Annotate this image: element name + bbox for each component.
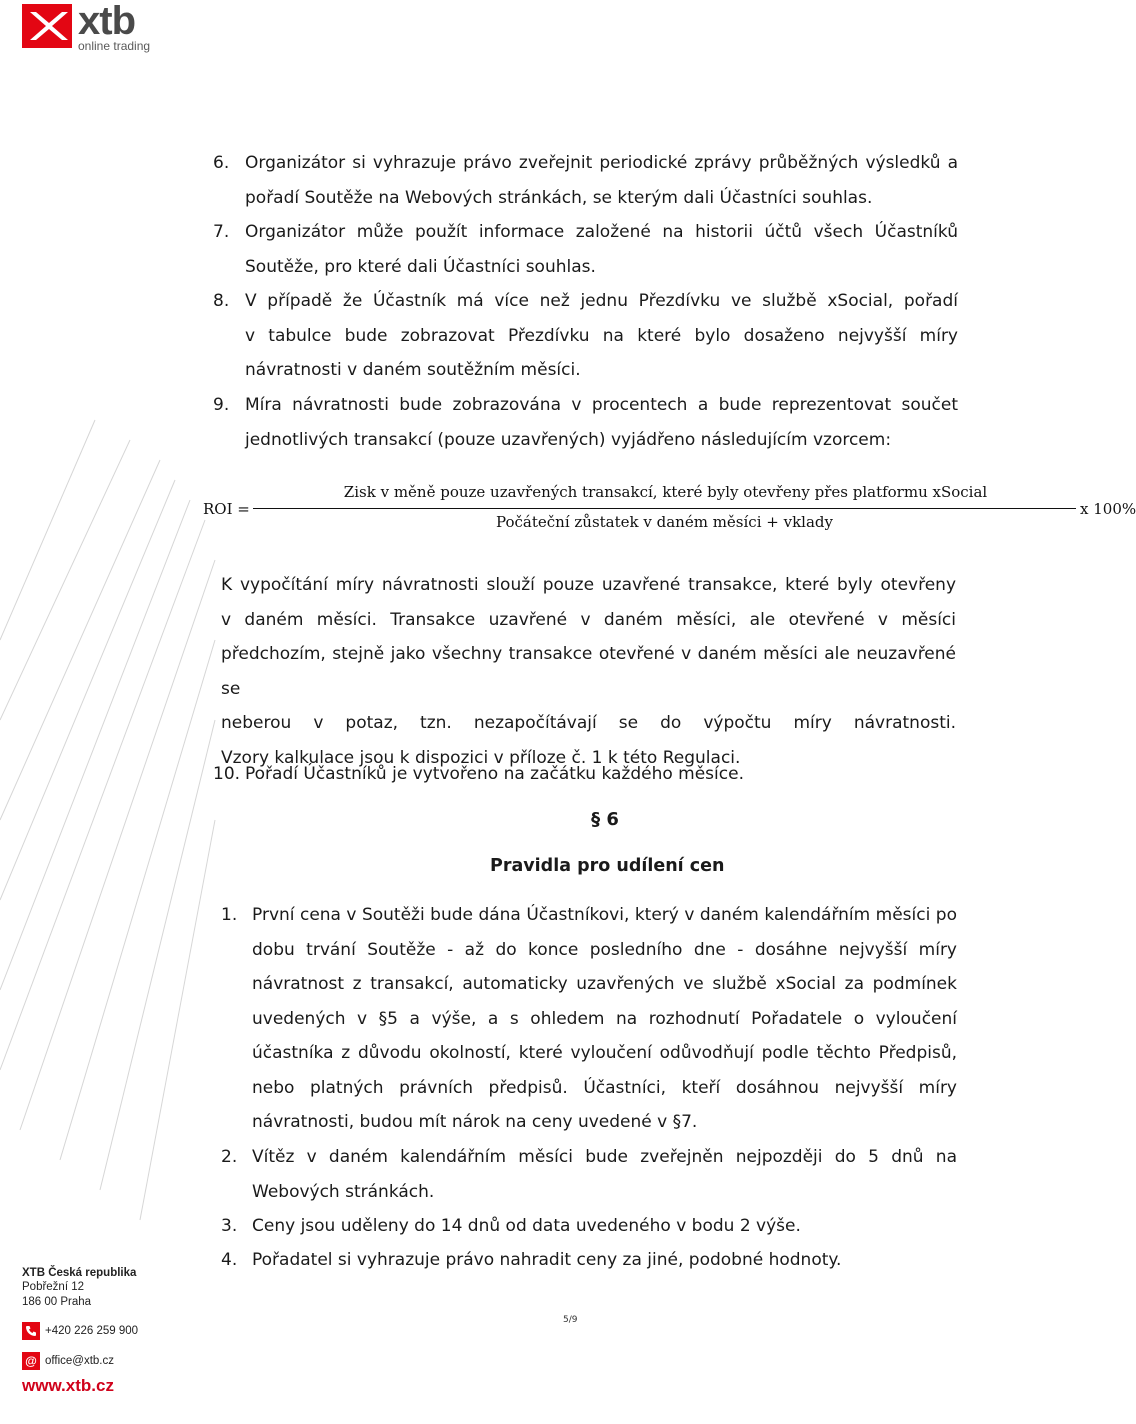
roi-explanation-paragraph (221, 568, 956, 775)
text-line: jednotlivých transakcí (pouze uzavřených) vyjádřeno následujícím vzorcem: (245, 429, 892, 450)
list-item-6 (213, 146, 958, 215)
text-line: Organizátor si vyhrazuje právo zveřejnit periodické zprávy průběžných výsledků a (245, 153, 958, 173)
phone-number[interactable]: +420 226 259 900 (45, 1325, 139, 1337)
page-number: 5/9 (563, 1315, 578, 1325)
text-line: První cena v Soutěži bude dána Účastníkovi, který v daném kalendářním měsíci po (252, 905, 957, 925)
text-line: K vypočítání míry návratnosti slouží pouze uzavřené transakce, které byly otevřeny (221, 575, 956, 595)
list-item-number: 6. (213, 153, 230, 173)
footer-contact (22, 1266, 138, 1396)
rule-item-3 (221, 1209, 957, 1244)
text-line: v tabulce bude zobrazovat Přezdívku na které bylo dosaženo nejvyšší míry (245, 325, 958, 346)
rule-item-1 (221, 898, 957, 1140)
list-item-7 (213, 215, 958, 284)
text-line: dobu trvání Soutěže - až do konce posledního dne - dosáhne nejvyšší míry (252, 939, 957, 960)
list-item-9 (213, 388, 958, 457)
xtb-logo (22, 0, 151, 53)
website-link[interactable]: www.xtb.cz (22, 1376, 114, 1395)
text-line: v daném měsíci. Transakce uzavřené v daném měsíci, ale otevřené v měsíci (221, 609, 956, 630)
brand-tagline: online trading (78, 39, 151, 53)
list-item-number: 3. (221, 1216, 238, 1236)
formula-lhs: ROI = (203, 500, 250, 518)
text-line: návratnost z transakcí, automaticky uzavřených ve službě xSocial za podmínek (252, 974, 957, 994)
email-address[interactable]: office@xtb.cz (45, 1355, 114, 1367)
text-line: Vzory kalkulace jsou k dispozici v příloze č. 1 k této Regulaci. (221, 747, 741, 768)
formula-denominator: Počáteční zůstatek v daném měsíci + vklady (496, 513, 833, 531)
text-line: Soutěže, pro které dali Účastníci souhlas. (245, 256, 596, 277)
company-name: XTB Česká republika (22, 1267, 137, 1279)
roi-formula (203, 483, 1136, 543)
text-line: Ceny jsou uděleny do 14 dnů od data uvedeného v bodu 2 výše. (252, 1216, 801, 1236)
list-item-number: 1. (221, 905, 238, 925)
brand-name: xtb (78, 0, 135, 43)
text-line: Míra návratnosti bude zobrazována v procentech a bude reprezentovat součet (245, 395, 958, 415)
list-item-number: 9. (213, 395, 230, 415)
text-line: předchozím, stejně jako všechny transakce otevřené v daném měsíci ale neuzavřené se (221, 644, 956, 699)
phone-icon (22, 1322, 40, 1340)
text-line: Organizátor může použít informace založené na historii účtů všech Účastníků (245, 222, 958, 242)
address-city: 186 00 Praha (22, 1296, 92, 1308)
rule-item-2 (221, 1140, 957, 1209)
xtb-logo-icon (22, 4, 72, 48)
phone-contact (22, 1322, 138, 1340)
text-line: pořadí Soutěže na Webových stránkách, se kterým dali Účastníci souhlas. (245, 187, 873, 208)
text-line: návratnosti v daném soutěžním měsíci. (245, 360, 581, 380)
list-item-number: 2. (221, 1147, 238, 1167)
fraction-bar (253, 508, 1076, 509)
formula-numerator: Zisk v měně pouze uzavřených transakcí, které byly otevřeny přes platformu xSocial (343, 483, 988, 501)
text-line: neberou v potaz, tzn. nezapočítávají se do výpočtu míry návratnosti. (221, 713, 956, 733)
text-line: Pořadatel si vyhrazuje právo nahradit ceny za jiné, podobné hodnoty. (252, 1250, 842, 1270)
formula-rhs: x 100% (1080, 500, 1136, 518)
list-item-number: 4. (221, 1250, 238, 1270)
text-line: uvedených v §5 a výše, a s ohledem na rozhodnutí Pořadatele o vyloučení (252, 1008, 957, 1029)
email-contact (22, 1352, 138, 1370)
section-title: Pravidla pro udílení cen (490, 856, 725, 876)
section-number: § 6 (591, 809, 619, 830)
list-item-number: 7. (213, 222, 230, 242)
text-line: Pořadí Účastníků je vytvořeno na začátku každého měsíce. (245, 764, 744, 784)
text-line: Vítěz v daném kalendářním měsíci bude zveřejněn nejpozději do 5 dnů na (252, 1147, 957, 1167)
list-item-10 (213, 757, 958, 792)
rule-item-4 (221, 1243, 957, 1278)
text-line: nebo platných právních předpisů. Účastníci, kteří dosáhnou nejvyšší míry (252, 1077, 957, 1098)
text-line: návratnosti, budou mít nárok na ceny uvedené v §7. (252, 1112, 698, 1132)
list-item-number: 10. (213, 764, 241, 784)
address-street: Pobřežní 12 (22, 1281, 85, 1293)
text-line: účastníka z důvodu okolností, které vyloučení odůvodňují podle těchto Předpisů, (252, 1043, 957, 1063)
list-item-8 (213, 284, 958, 388)
text-line: V případě že Účastník má více než jednu Přezdívku ve službě xSocial, pořadí (245, 291, 958, 311)
list-item-number: 8. (213, 291, 230, 311)
text-line: Webových stránkách. (252, 1181, 435, 1202)
email-at-icon: @ (22, 1352, 40, 1370)
